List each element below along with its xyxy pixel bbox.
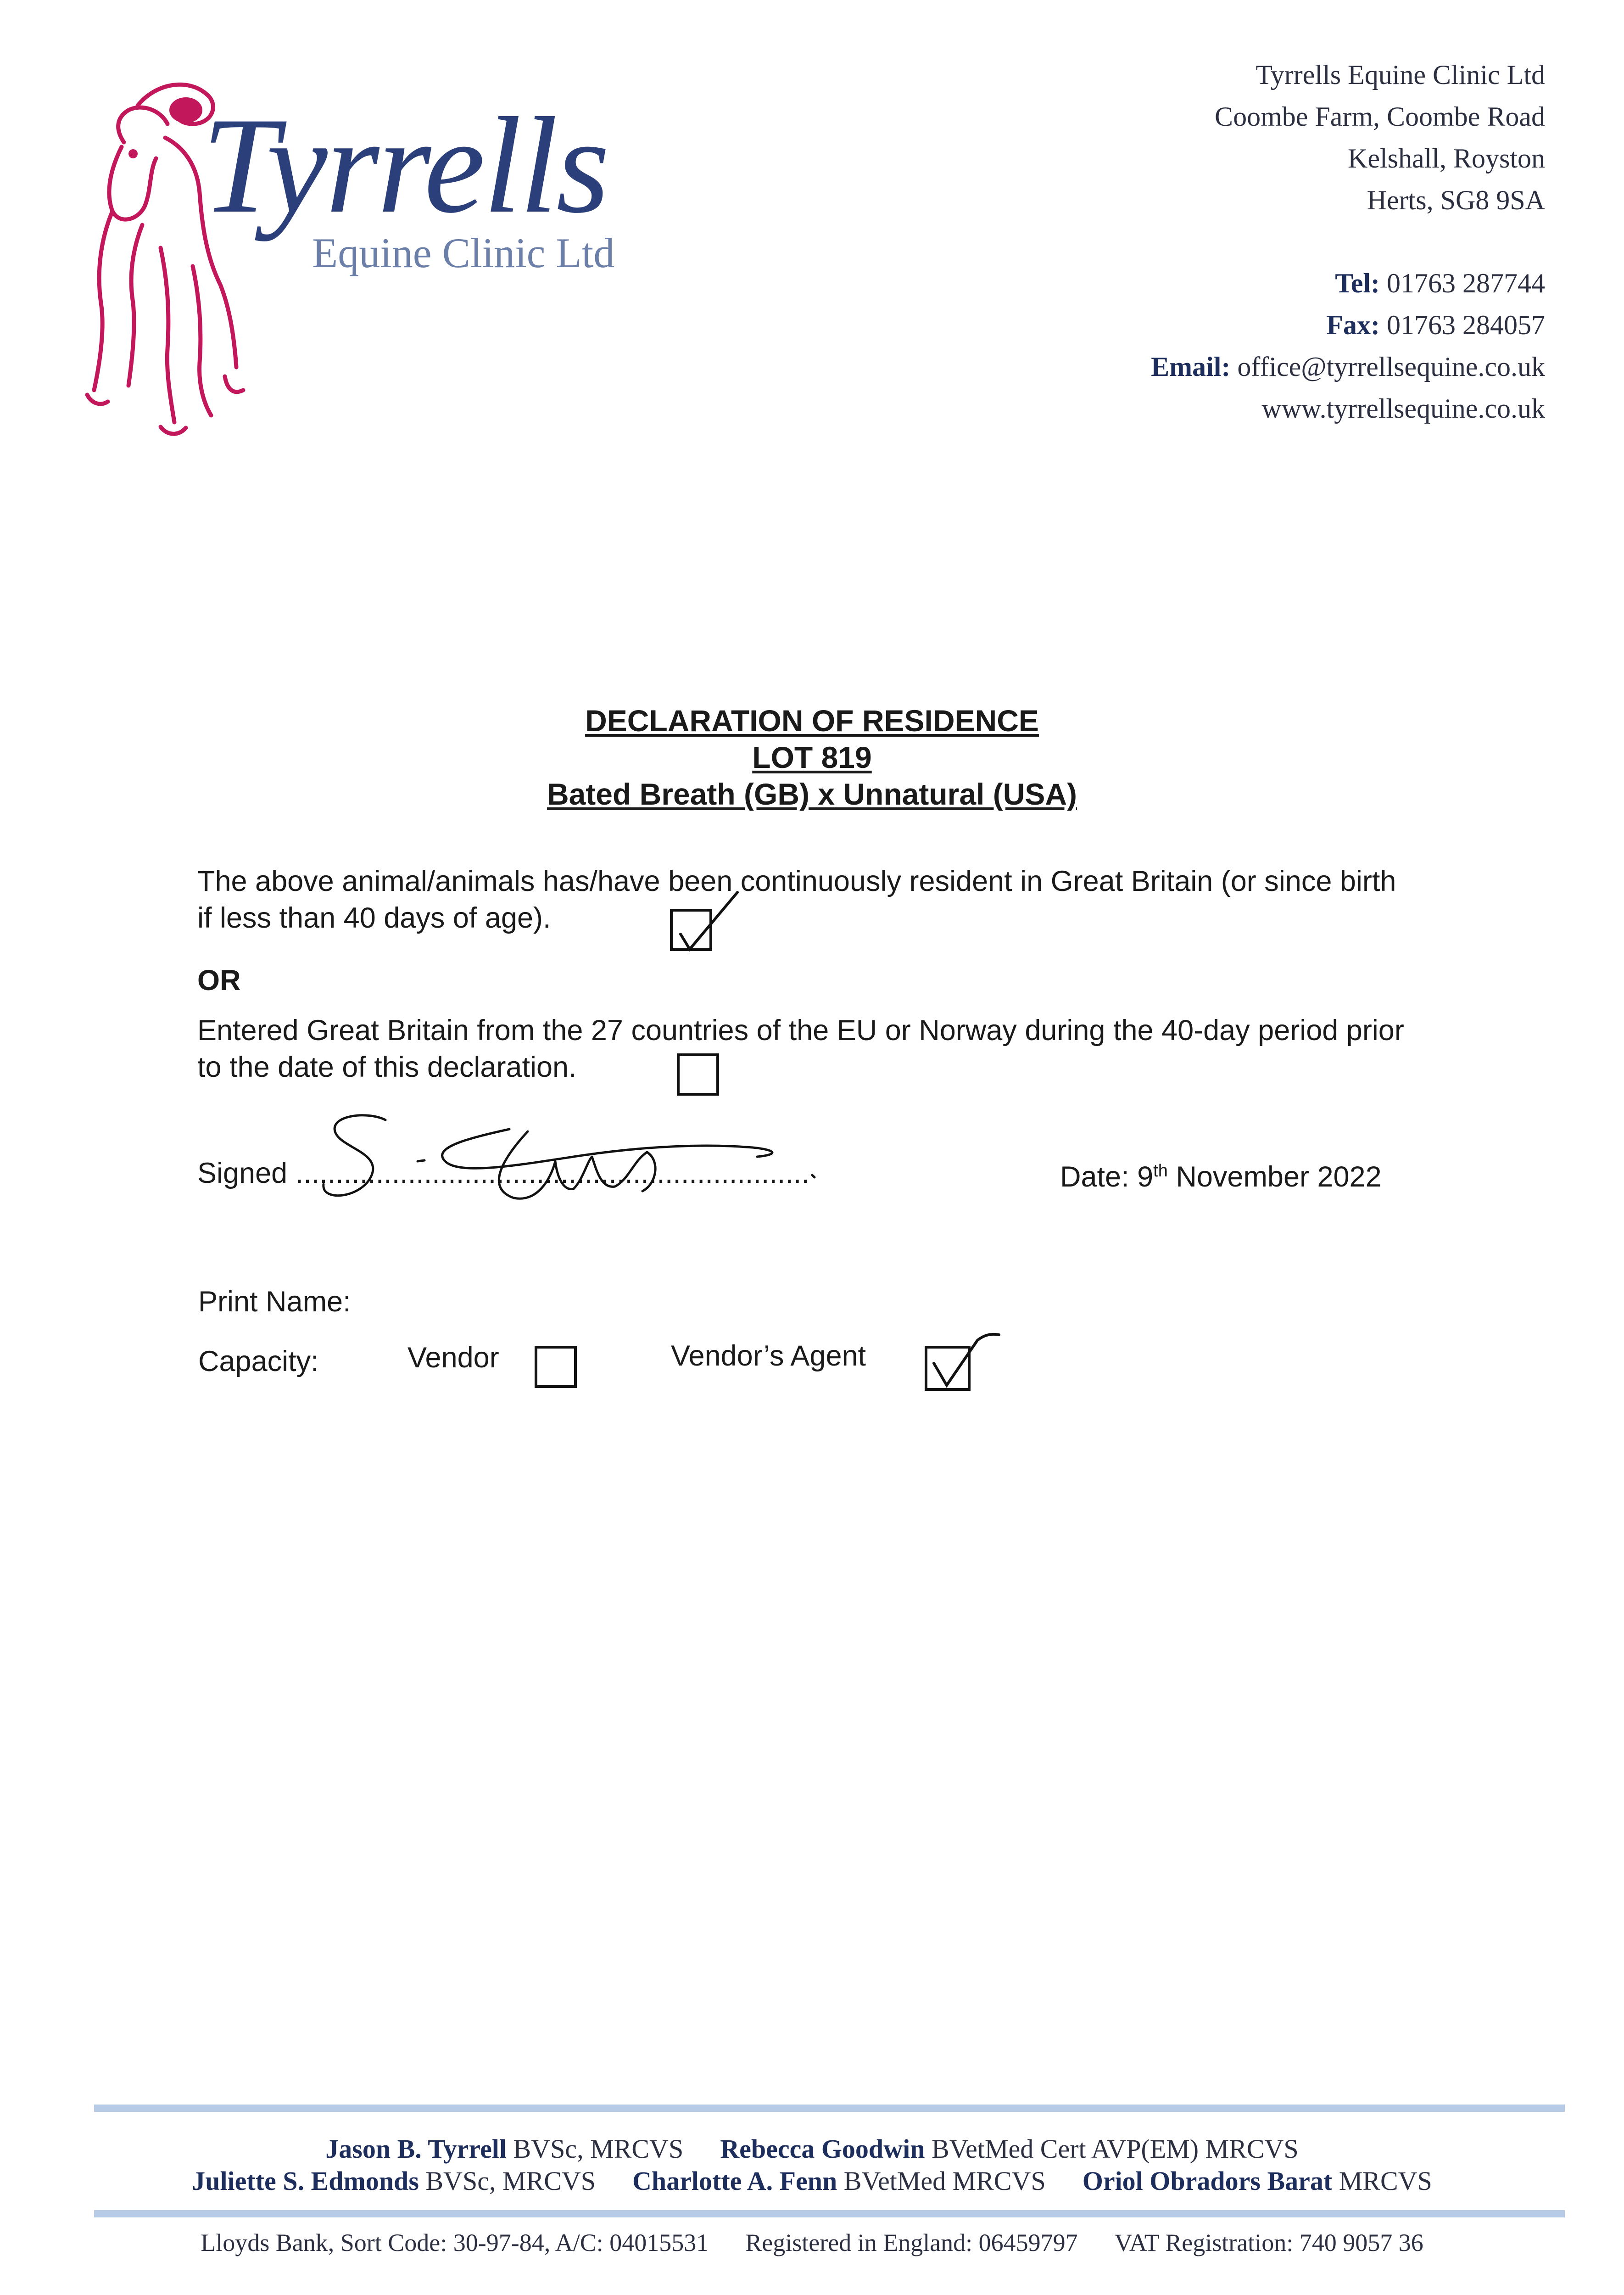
- signed-label: Signed: [197, 1157, 288, 1189]
- logo-wordmark: Tyrrells: [202, 89, 608, 241]
- footer-rule-top: [94, 2105, 1565, 2112]
- vet3-name: Juliette S. Edmonds: [192, 2166, 419, 2196]
- email-label: Email:: [1151, 352, 1231, 382]
- fax-line: [1151, 304, 1545, 346]
- title-heading: DECLARATION OF RESIDENCE: [585, 704, 1039, 738]
- vet3-quals: BVSc, MRCVS: [425, 2166, 596, 2196]
- document-title: [0, 702, 1624, 812]
- address-line-2: Coombe Farm, Coombe Road: [1215, 101, 1545, 132]
- date-suffix: th: [1153, 1161, 1168, 1181]
- print-name-label: Print Name:: [198, 1286, 351, 1318]
- vet4-name: Charlotte A. Fenn: [632, 2166, 837, 2196]
- website-link[interactable]: www.tyrrellsequine.co.uk: [1261, 393, 1545, 424]
- vet5-name: Oriol Obradors Barat: [1082, 2166, 1333, 2196]
- fax-label: Fax:: [1326, 310, 1380, 340]
- vendors-agent-label: Vendor’s Agent: [671, 1340, 866, 1372]
- vat-registration: VAT Registration: 740 9057 36: [1114, 2229, 1423, 2256]
- company-registration: Registered in England: 06459797: [745, 2229, 1078, 2256]
- tel-label: Tel:: [1335, 268, 1380, 298]
- address-line-4: Herts, SG8 9SA: [1367, 185, 1545, 215]
- date-rest: November 2022: [1176, 1161, 1382, 1193]
- footer-vets-row-1: [0, 2133, 1624, 2164]
- date-day: 9: [1137, 1161, 1154, 1193]
- signature-dots: ................................................................: [295, 1157, 809, 1189]
- email-link[interactable]: office@tyrrellsequine.co.uk: [1237, 352, 1545, 382]
- footer-company-details: [0, 2228, 1624, 2257]
- vet4-quals: BVetMed MRCVS: [843, 2166, 1046, 2196]
- vet1-name: Jason B. Tyrrell: [325, 2134, 507, 2164]
- address-line-3: Kelshall, Royston: [1348, 143, 1545, 174]
- date-label: Date:: [1060, 1161, 1129, 1193]
- email-line: [1151, 346, 1545, 388]
- vendor-label: Vendor: [407, 1342, 499, 1374]
- vendors-agent-check-mark-icon: [929, 1331, 1003, 1395]
- bank-details: Lloyds Bank, Sort Code: 30-97-84, A/C: 04015531: [201, 2229, 709, 2256]
- vet2-name: Rebecca Goodwin: [720, 2134, 925, 2164]
- option1-check-mark-icon: [677, 890, 741, 955]
- capacity-label: Capacity:: [198, 1345, 319, 1377]
- handwritten-signature: [294, 1111, 821, 1216]
- vet2-quals: BVetMed Cert AVP(EM) MRCVS: [931, 2134, 1299, 2164]
- logo-subtitle: Equine Clinic Ltd: [312, 230, 615, 276]
- title-lot: LOT 819: [752, 740, 872, 774]
- clinic-address: [1215, 54, 1545, 221]
- date-line: [1060, 1160, 1382, 1193]
- option2-text: Entered Great Britain from the 27 countries of the EU or Norway during the 40-day period prior to the date of this declaration.: [197, 1014, 1404, 1083]
- tel-line: [1151, 263, 1545, 304]
- address-line-1: Tyrrells Equine Clinic Ltd: [1256, 60, 1545, 90]
- option1-text: The above animal/animals has/have been continuously resident in Great Britain (or since birth if less than 40 days of age).: [197, 865, 1396, 934]
- or-label: OR: [197, 964, 241, 996]
- vendor-checkbox[interactable]: [535, 1346, 577, 1388]
- title-pedigree: Bated Breath (GB) x Unnatural (USA): [547, 777, 1077, 811]
- vet1-quals: BVSc, MRCVS: [513, 2134, 684, 2164]
- option2-checkbox[interactable]: [677, 1053, 719, 1096]
- footer-vets-row-2: [0, 2166, 1624, 2196]
- tel-value: 01763 287744: [1387, 268, 1545, 298]
- vet5-quals: MRCVS: [1339, 2166, 1432, 2196]
- footer-rule-bottom: [94, 2210, 1565, 2217]
- fax-value: 01763 284057: [1387, 310, 1545, 340]
- clinic-contact: [1151, 263, 1545, 430]
